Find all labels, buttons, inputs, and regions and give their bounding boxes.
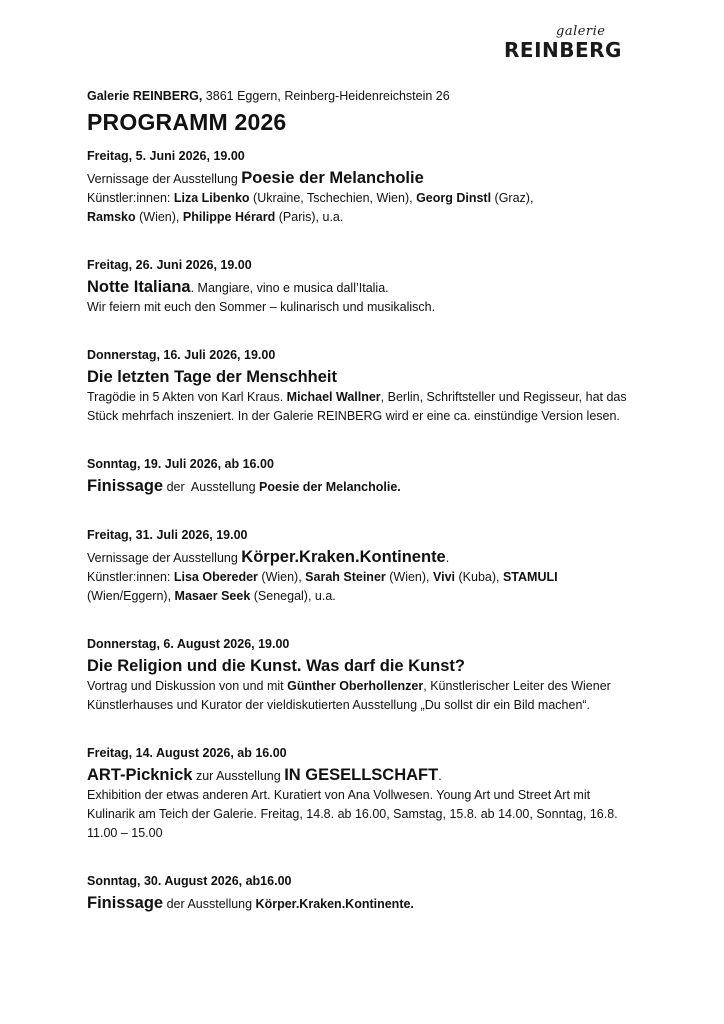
text: (Wien/Eggern),	[87, 589, 175, 603]
text: , Berlin, Schriftsteller und Regisseur, hat das	[380, 390, 627, 404]
gallery-name: Galerie REINBERG,	[87, 89, 203, 103]
event-title: Die Religion und die Kunst. Was darf die Kunst?	[87, 657, 465, 675]
text: .	[438, 769, 442, 783]
event-date: Sonntag, 30. August 2026, ab16.00	[87, 874, 292, 888]
event-headline	[87, 547, 657, 568]
artist-name: Georg Dinstl	[416, 191, 492, 205]
text: Künstler:innen:	[87, 191, 174, 205]
text: 11.00 – 15.00	[87, 826, 163, 840]
event-title: Poesie der Melancholie	[241, 169, 424, 187]
event-title: Finissage	[87, 477, 164, 495]
event-title: ART-Picknick	[87, 766, 193, 784]
text: (Wien),	[135, 210, 183, 224]
event-headline	[87, 168, 657, 189]
event-title: Körper.Kraken.Kontinente	[241, 548, 446, 566]
event-headline	[87, 476, 657, 497]
event-title: Die letzten Tage der Menschheit	[87, 368, 337, 386]
event-title: Finissage	[87, 894, 164, 912]
text: (Wien),	[385, 570, 433, 584]
event-item	[87, 456, 657, 497]
event-date: Donnerstag, 16. Juli 2026, 19.00	[87, 348, 276, 362]
artist-name: Masaer Seek	[174, 589, 251, 603]
text: (Senegal), u.a.	[250, 589, 336, 603]
text: zur Ausstellung	[192, 769, 285, 783]
event-date: Freitag, 26. Juni 2026, 19.00	[87, 258, 252, 272]
event-headline	[87, 656, 657, 677]
text: , Künstlerischer Leiter des Wiener	[423, 679, 611, 693]
text: Künstler:innen:	[87, 570, 174, 584]
text: Vortrag und Diskussion von und mit	[87, 679, 288, 693]
text: (Ukraine, Tschechien, Wien),	[249, 191, 417, 205]
event-headline	[87, 367, 657, 388]
text: der Ausstellung	[163, 480, 260, 494]
event-date: Donnerstag, 6. August 2026, 19.00	[87, 637, 290, 651]
artist-name: Sarah Steiner	[305, 570, 386, 584]
event-title: Notte Italiana	[87, 278, 191, 296]
event-description: Wir feiern mit euch den Sommer – kulinarisch und musikalisch.	[87, 300, 436, 314]
text: (Wien),	[257, 570, 306, 584]
artist-name: STAMULI	[502, 570, 558, 584]
text: der Ausstellung	[163, 897, 256, 911]
event-item	[87, 873, 657, 914]
speaker-name: Michael Wallner	[286, 390, 381, 404]
artist-name: Vivi	[433, 570, 456, 584]
event-item	[87, 636, 657, 715]
event-description	[87, 568, 657, 606]
text: (Kuba),	[455, 570, 503, 584]
event-date: Freitag, 14. August 2026, ab 16.00	[87, 746, 287, 760]
event-description	[87, 388, 657, 426]
gallery-address	[87, 88, 657, 104]
event-lead: Vernissage der Ausstellung	[87, 551, 242, 565]
text: (Paris), u.a.	[275, 210, 344, 224]
exhibition-name: Körper.Kraken.Kontinente.	[255, 897, 414, 911]
artist-name: Liza Libenko	[173, 191, 250, 205]
text: Künstlerhauses und Kurator der vieldiskutierten Ausstellung „Du sollst dir ein Bild machen“.	[87, 698, 591, 712]
event-subtitle: . Mangiare, vino e musica dall’Italia.	[190, 281, 389, 295]
program-document	[87, 88, 657, 914]
event-description	[87, 677, 657, 715]
event-item	[87, 527, 657, 606]
event-headline	[87, 277, 657, 298]
logo-script-text: galerie	[556, 24, 606, 39]
address-detail: 3861 Eggern, Reinberg-Heidenreichstein 26	[202, 89, 450, 103]
event-item	[87, 148, 657, 227]
page-title: PROGRAMM 2026	[87, 109, 287, 135]
event-lead: Vernissage der Ausstellung	[87, 172, 242, 186]
artist-name: Lisa Obereder	[173, 570, 258, 584]
event-item	[87, 257, 657, 317]
event-headline	[87, 893, 657, 914]
speaker-name: Günther Oberhollenzer	[287, 679, 424, 693]
exhibition-name: IN GESELLSCHAFT	[284, 766, 439, 784]
artist-name: Philippe Hérard	[182, 210, 276, 224]
event-item	[87, 745, 657, 843]
text: .	[445, 551, 450, 565]
event-date: Freitag, 31. Juli 2026, 19.00	[87, 528, 248, 542]
text: Kulinarik am Teich der Galerie. Freitag, 14.8. ab 16.00, Samstag, 15.8. ab 14.00, Sonntag, 16.8.	[87, 807, 618, 821]
event-date: Sonntag, 19. Juli 2026, ab 16.00	[87, 457, 274, 471]
logo-wordmark: REINBERG	[504, 38, 622, 62]
artist-name: Ramsko	[87, 210, 136, 224]
event-description	[87, 189, 657, 227]
text: Stück mehrfach inszeniert. In der Galerie REINBERG wird er eine ca. einstündige Version lesen.	[87, 409, 620, 423]
gallery-logo	[504, 24, 634, 64]
event-item	[87, 347, 657, 426]
text: Exhibition der etwas anderen Art. Kuratiert von Ana Vollwesen. Young Art und Street Art mit	[87, 788, 591, 802]
text: (Graz),	[491, 191, 534, 205]
event-description	[87, 786, 657, 843]
exhibition-name: Poesie der Melancholie.	[259, 480, 401, 494]
event-headline	[87, 765, 657, 786]
event-date: Freitag, 5. Juni 2026, 19.00	[87, 149, 245, 163]
text: Tragödie in 5 Akten von Karl Kraus.	[87, 390, 287, 404]
